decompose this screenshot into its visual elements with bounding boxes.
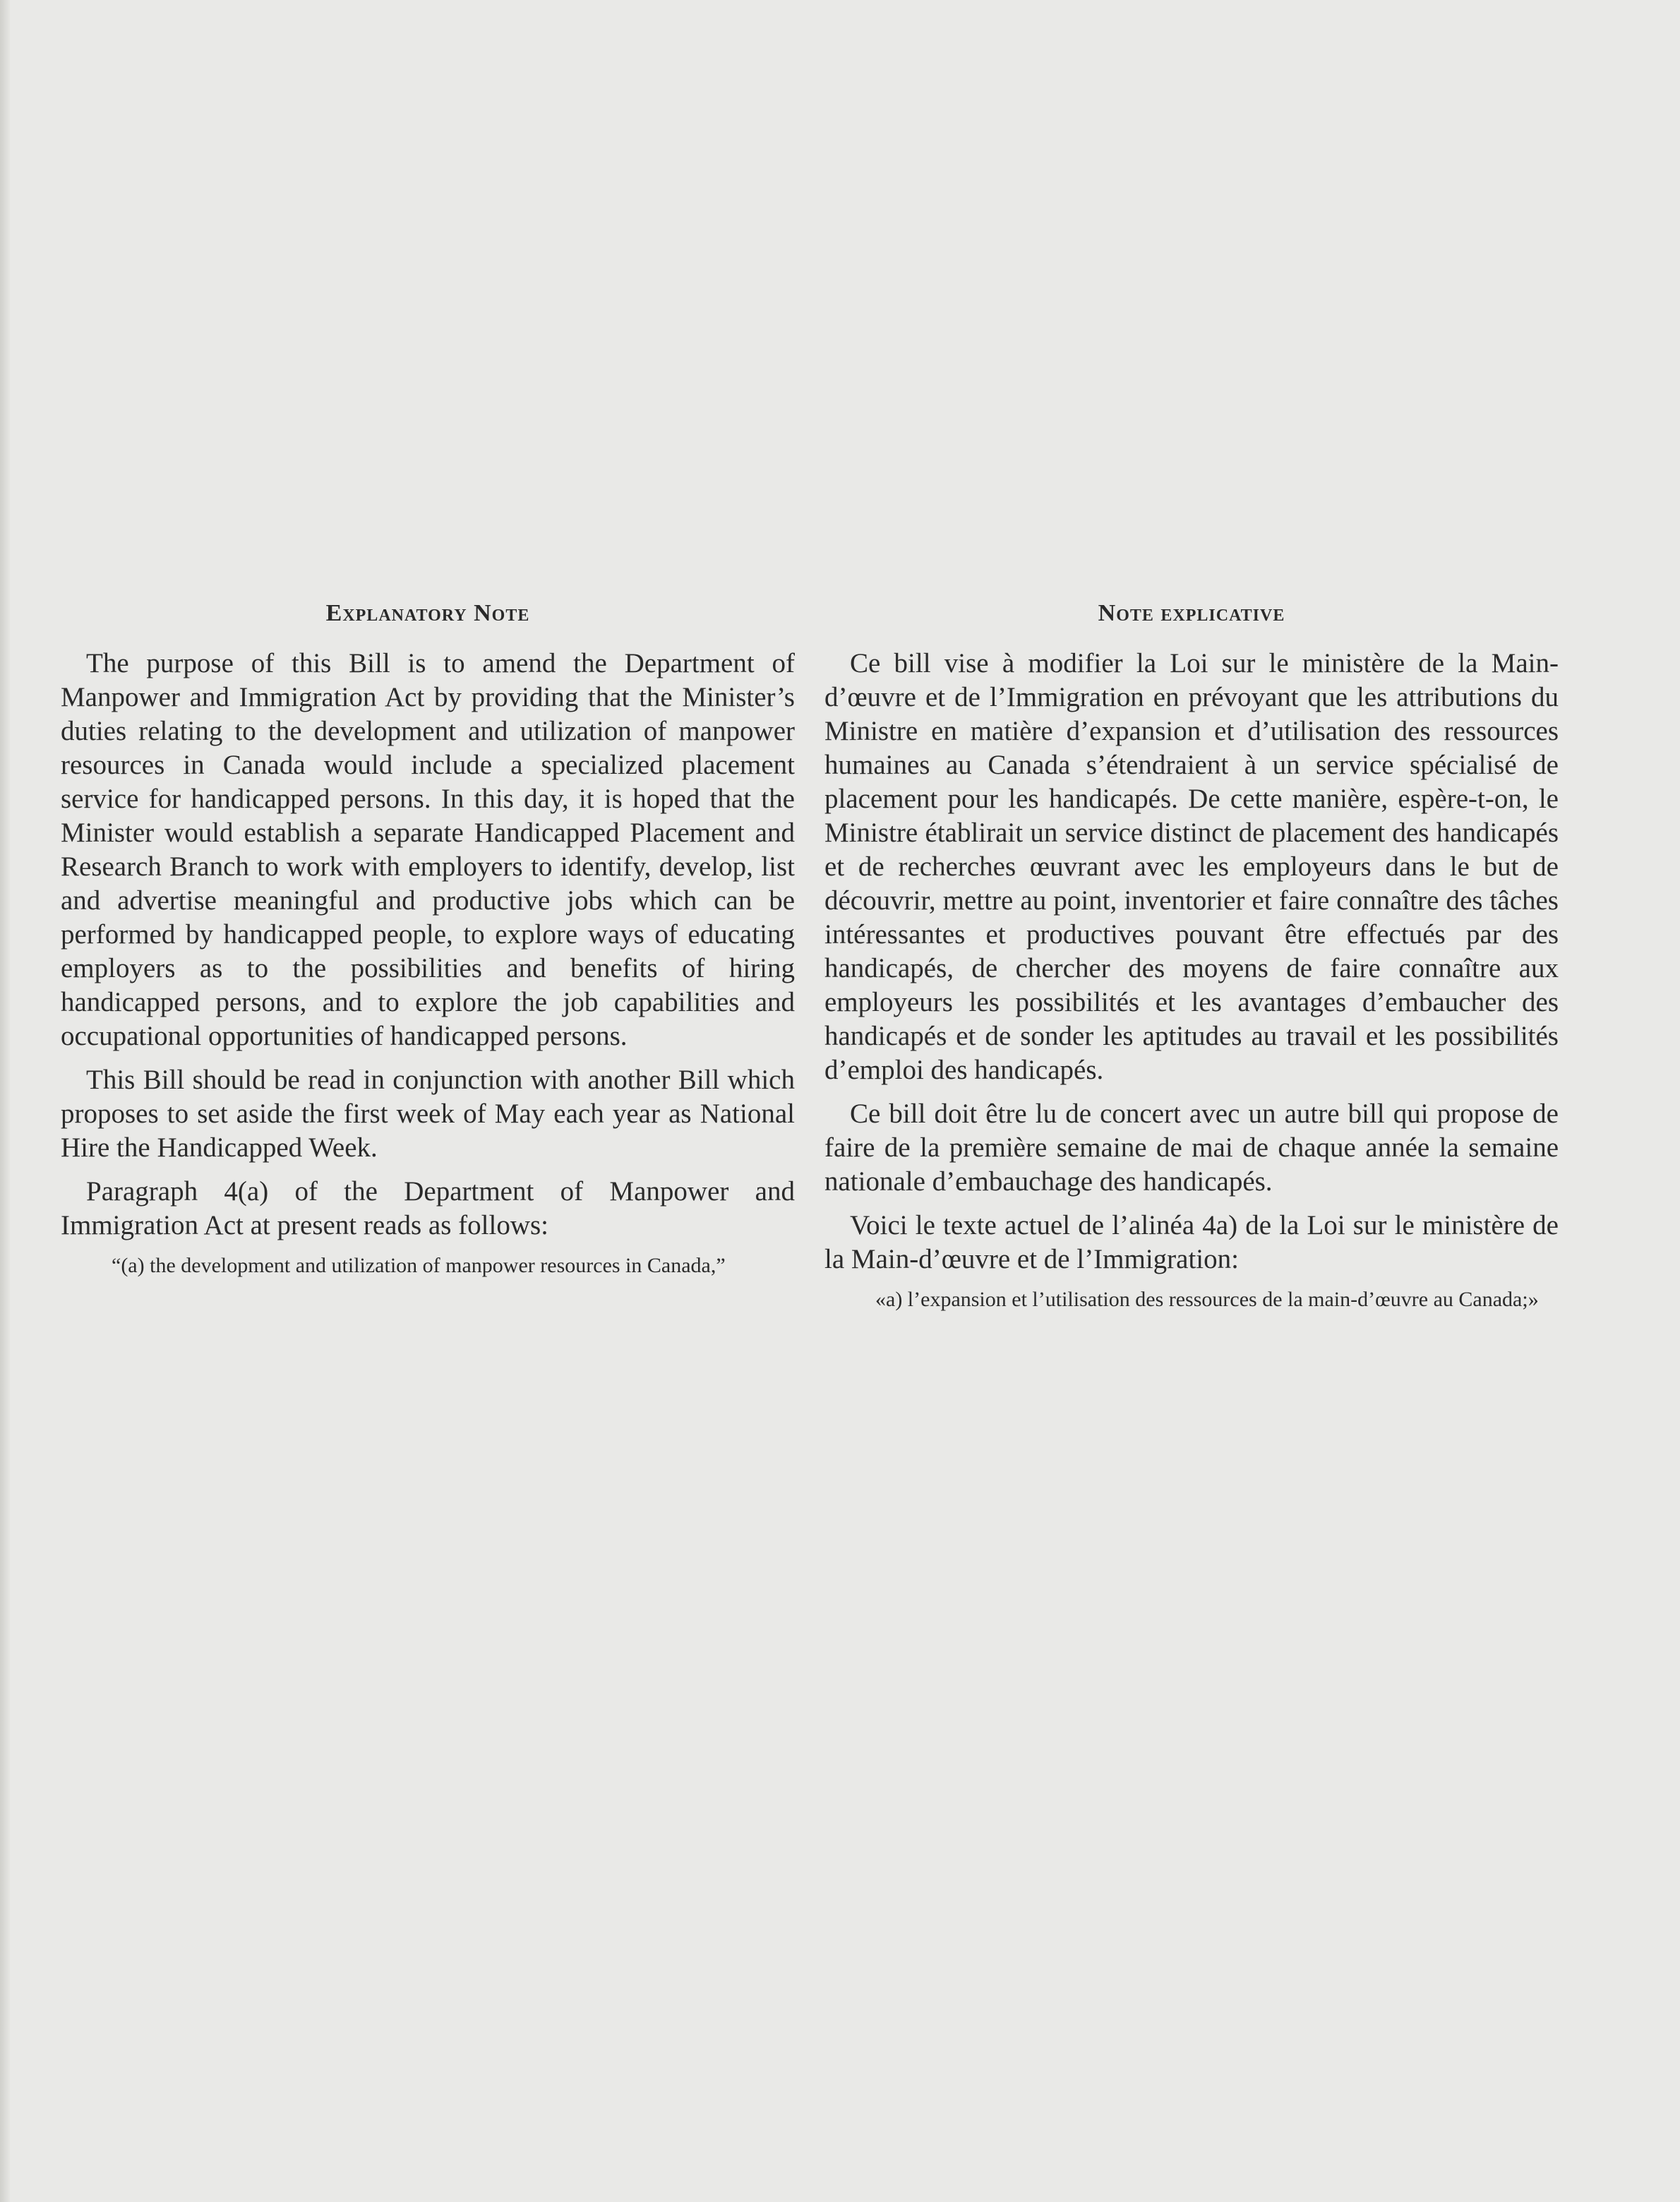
french-paragraph-current-text: Voici le texte actuel de l’alinéa 4a) de la Loi sur le ministère de la Main-d’œuvre et de l’Immigration: bbox=[824, 1210, 1559, 1274]
page-edge bbox=[0, 0, 10, 2202]
french-paragraph-conjunction: Ce bill doit être lu de concert avec un autre bill qui propose de faire de la première semaine de mai de chaque année la semaine nationale d’embauchage des handicapés. bbox=[824, 1099, 1559, 1197]
french-quote: «a) l’expansion et l’utilisation des ressources de la main-d’œuvre au Canada;» bbox=[875, 1288, 1539, 1311]
english-paragraph-current-text: Paragraph 4(a) of the Department of Manpower and Immigration Act at present reads as follows: bbox=[61, 1176, 795, 1240]
note-explicative-heading: Note explicative bbox=[1098, 600, 1285, 626]
english-paragraph-purpose: The purpose of this Bill is to amend the Department of Manpower and Immigration Act by providing that the Minister’s duties relating to the development and utilization of manpower resources in Canada would include a specialized placement service for handicapped persons. In this day, it is hoped that the Minister would establish a separate Handicapped Placement and Research Branch to work with employers to identify, develop, list and advertise meaningful and productive jobs which can be performed by handicapped people, to explore ways of educating employers as to the possibilities and benefits of hiring handicapped persons, and to explore the job capabilities and occupational opportunities of handicapped persons. bbox=[61, 648, 795, 1051]
english-quote: “(a) the development and utilization of manpower resources in Canada,” bbox=[112, 1254, 726, 1277]
english-column bbox=[61, 600, 795, 1279]
french-paragraph-purpose: Ce bill vise à modifier la Loi sur le ministère de la Main-d’œuvre et de l’Immigration en prévoyant que les attributions du Ministre en matière d’expansion et d’utilisation des ressources humaines au Canada s’étendraient à un service spécialisé de placement pour les handicapés. De cette manière, espère-t-on, le Ministre établirait un service distinct de placement des handicapés et de recherches œuvrant avec les employeurs dans le but de découvrir, mettre au point, inventorier et faire connaître des tâches intéressantes et productives pouvant être effectués par des handicapés, de chercher des moyens de faire connaître aux employeurs les possibilités et les avantages d’embaucher des handicapés et de sonder les aptitudes au travail et les possibilités d’emploi des handicapés. bbox=[824, 648, 1559, 1085]
explanatory-note-heading: Explanatory Note bbox=[325, 600, 530, 626]
french-column bbox=[824, 600, 1559, 1313]
english-paragraph-conjunction: This Bill should be read in conjunction with another Bill which proposes to set aside the first week of May each year as National Hire the Handicapped Week. bbox=[61, 1065, 795, 1163]
